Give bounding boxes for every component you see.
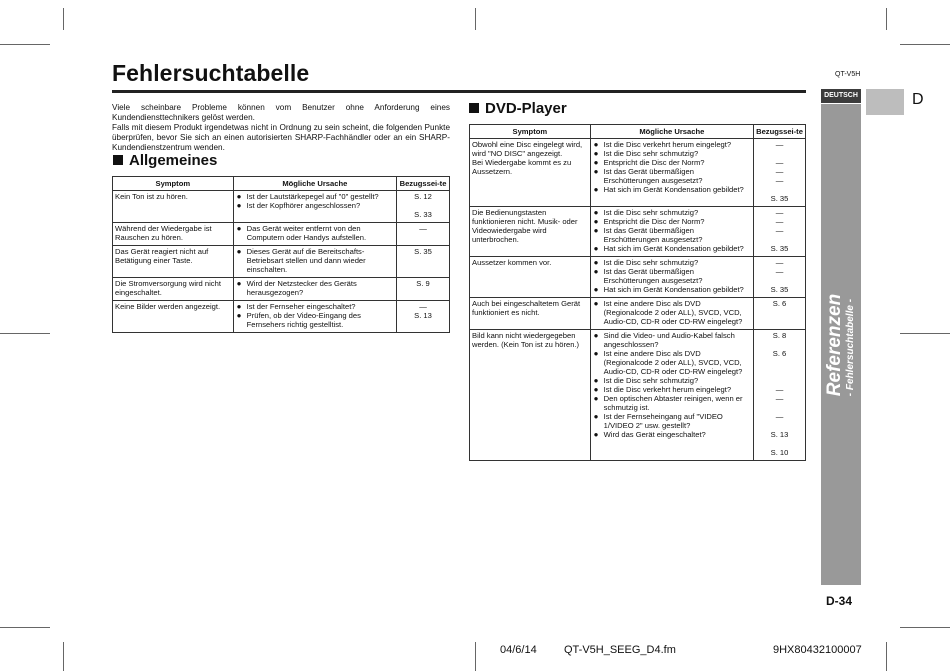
table-header-row <box>470 125 806 139</box>
bullet-icon: ● <box>593 140 599 149</box>
reference-cell <box>754 207 806 257</box>
bullet-icon: ● <box>593 149 599 158</box>
bullet-icon: ● <box>593 349 599 358</box>
cause-cell <box>590 207 753 257</box>
table-row <box>470 257 806 298</box>
crop-mark <box>475 642 476 671</box>
cause-text: Ist der Fernseher eingeschaltet? <box>246 302 356 311</box>
letter-tab: D <box>912 91 924 108</box>
bullet-icon: ● <box>593 394 599 403</box>
reference-value <box>756 149 803 158</box>
reference-value <box>756 276 803 285</box>
reference-value: — <box>775 267 784 276</box>
cause-item <box>593 158 751 167</box>
crop-mark <box>63 642 64 671</box>
cause-cell <box>233 246 396 278</box>
language-tab: DEUTSCH <box>821 89 861 103</box>
reference-value: — <box>775 167 784 176</box>
section-heading-text: DVD-Player <box>485 100 567 117</box>
cause-item <box>593 349 751 376</box>
section-heading-dvd-player <box>469 100 567 117</box>
cause-text: Hat sich im Gerät Kondensation gebildet? <box>603 244 744 253</box>
cause-text: Ist eine andere Disc als DVD (Regionalcode 2 oder ALL), SVCD, VCD, Audio-CD, CD-R oder CD-RW eingelegt? <box>603 299 743 326</box>
bullet-icon: ● <box>236 311 242 320</box>
cause-text: Ist die Disc verkehrt herum eingelegt? <box>603 385 732 394</box>
crop-mark <box>886 8 887 30</box>
reference-cell <box>754 139 806 207</box>
crop-mark <box>900 333 950 334</box>
cause-text: Ist die Disc sehr schmutzig? <box>603 376 699 385</box>
cause-item <box>593 140 751 149</box>
table-row <box>113 223 450 246</box>
cause-item <box>593 258 751 267</box>
crop-mark <box>900 627 950 628</box>
cause-item <box>593 185 751 194</box>
column-header-cause: Mögliche Ursache <box>590 125 753 139</box>
reference-value <box>756 340 803 349</box>
cause-text: Ist die Disc sehr schmutzig? <box>603 149 699 158</box>
bullet-icon: ● <box>593 412 599 421</box>
reference-value: — <box>775 217 784 226</box>
bullet-icon: ● <box>236 201 242 210</box>
cause-cell <box>233 223 396 246</box>
cause-list <box>236 224 394 242</box>
square-bullet-icon <box>113 155 123 165</box>
reference-cell <box>397 223 450 246</box>
square-bullet-icon <box>469 103 479 113</box>
cause-list <box>593 140 751 194</box>
footer-code: 9HX80432100007 <box>773 644 862 656</box>
reference-cell <box>397 191 450 223</box>
bullet-icon: ● <box>593 244 599 253</box>
reference-cell <box>754 298 806 330</box>
cause-item <box>593 331 751 349</box>
reference-value: S. 35 <box>770 244 789 253</box>
cause-text: Hat sich im Gerät Kondensation gebildet? <box>603 185 744 194</box>
intro-paragraph: Falls mit diesem Produkt irgendetwas nicht in Ordnung zu sein scheint, die folgenden Punkte überprüfen, bevor Sie sich an einen autorisierten SHARP-Fachhändler oder an ein SHARP-Kundendienstzentrum wenden. <box>112 123 450 152</box>
dvd-player-table <box>469 124 806 461</box>
cause-cell <box>233 278 396 301</box>
bullet-icon: ● <box>593 258 599 267</box>
bullet-icon: ● <box>236 302 242 311</box>
cause-item <box>593 149 751 158</box>
bullet-icon: ● <box>236 224 242 233</box>
section-heading-text: Allgemeines <box>129 152 218 169</box>
cause-cell <box>233 191 396 223</box>
cause-item <box>593 299 751 326</box>
allgemeines-table <box>112 176 450 333</box>
symptom-cell: Bild kann nicht wiedergegeben werden. (Kein Ton ist zu hören.) <box>470 330 591 461</box>
cause-cell <box>590 139 753 207</box>
cause-item <box>236 302 394 311</box>
reference-value <box>756 403 803 412</box>
cause-item <box>236 192 394 201</box>
cause-list <box>236 302 394 329</box>
bullet-icon: ● <box>593 299 599 308</box>
crop-mark <box>886 642 887 671</box>
cause-text: Ist das Gerät übermäßigen Erschütterungen ausgesetzt? <box>603 267 703 285</box>
bullet-icon: ● <box>593 267 599 276</box>
cause-list <box>236 192 394 210</box>
reference-value <box>756 358 803 367</box>
reference-value: S. 12 <box>414 192 432 201</box>
bullet-icon: ● <box>236 247 242 256</box>
reference-value: — <box>775 394 784 403</box>
cause-text: Prüfen, ob der Video-Eingang des Fernsehers richtig gestelltist. <box>246 311 361 329</box>
symptom-cell: Kein Ton ist zu hören. <box>113 191 234 223</box>
cause-list <box>236 247 394 274</box>
column-header-symptom: Symptom <box>113 177 234 191</box>
intro-text <box>112 103 450 153</box>
cause-text: Wird der Netzstecker des Geräts herausgezogen? <box>246 279 357 297</box>
cause-text: Ist eine andere Disc als DVD (Regionalcode 2 oder ALL), SVCD, VCD, Audio-CD, CD-R oder CD-RW eingelegt? <box>603 349 743 376</box>
page-title: Fehlersuchtabelle <box>112 60 310 86</box>
table-row <box>470 207 806 257</box>
reference-cell <box>397 301 450 333</box>
bullet-icon: ● <box>593 331 599 340</box>
reference-value: S. 35 <box>414 247 432 256</box>
model-label: QT-V5H <box>835 71 861 78</box>
cause-text: Dieses Gerät auf die Bereitschafts-Betriebsart stellen und dann wieder einschalten. <box>246 247 366 274</box>
bullet-icon: ● <box>593 208 599 217</box>
footer-file: QT-V5H_SEEG_D4.fm <box>564 644 676 656</box>
cause-item <box>236 247 394 274</box>
bullet-icon: ● <box>593 226 599 235</box>
bullet-icon: ● <box>593 217 599 226</box>
reference-value: — <box>775 208 784 217</box>
symptom-cell: Auch bei eingeschaltetem Gerät funktioniert es nicht. <box>470 298 591 330</box>
reference-cell <box>397 278 450 301</box>
reference-value <box>756 367 803 376</box>
cause-item <box>593 244 751 253</box>
bullet-icon: ● <box>593 285 599 294</box>
reference-value: S. 10 <box>770 448 789 457</box>
reference-value: — <box>419 302 427 311</box>
cause-list <box>593 331 751 439</box>
cause-item <box>593 226 751 244</box>
footer-date: 04/6/14 <box>500 644 537 656</box>
cause-list <box>236 279 394 297</box>
side-title: Referenzen <box>824 293 845 397</box>
table-row <box>470 139 806 207</box>
column-header-cause: Mögliche Ursache <box>233 177 396 191</box>
table-row <box>113 191 450 223</box>
reference-value: S. 6 <box>772 299 787 308</box>
reference-value: S. 9 <box>416 279 430 288</box>
crop-mark <box>0 44 50 45</box>
reference-value: — <box>775 258 784 267</box>
cause-item <box>593 430 751 439</box>
section-heading-allgemeines <box>113 152 217 169</box>
cause-item <box>593 376 751 385</box>
cause-text: Ist die Disc verkehrt herum eingelegt? <box>603 140 732 149</box>
cause-item <box>593 167 751 185</box>
bullet-icon: ● <box>593 185 599 194</box>
cause-item <box>593 412 751 430</box>
column-header-symptom: Symptom <box>470 125 591 139</box>
symptom-cell: Die Stromversorgung wird nicht eingeschaltet. <box>113 278 234 301</box>
table-row <box>113 246 450 278</box>
cause-text: Ist der Lautstärkepegel auf "0" gestellt? <box>246 192 379 201</box>
symptom-cell: Obwohl eine Disc eingelegt wird, wird "NO DISC" angezeigt. Bei Wiedergabe kommt es zu Aussetzern. <box>470 139 591 207</box>
cause-text: Sind die Video- und Audio-Kabel falsch angeschlossen? <box>603 331 735 349</box>
table-row <box>113 278 450 301</box>
page-number: D-34 <box>826 594 853 608</box>
cause-item <box>593 208 751 217</box>
cause-text: Hat sich im Gerät Kondensation gebildet? <box>603 285 744 294</box>
cause-item <box>236 279 394 297</box>
reference-value: — <box>775 226 784 235</box>
reference-cell <box>397 246 450 278</box>
title-rule <box>112 90 806 93</box>
cause-item <box>593 394 751 412</box>
cause-text: Entspricht die Disc der Norm? <box>603 158 705 167</box>
reference-value: — <box>419 224 427 233</box>
reference-value: S. 33 <box>414 210 432 219</box>
column-header-reference: Bezugssei-te <box>397 177 450 191</box>
reference-value <box>756 185 803 194</box>
reference-value: S. 8 <box>772 331 787 340</box>
reference-cell <box>754 330 806 461</box>
column-header-reference: Bezugssei-te <box>754 125 806 139</box>
reference-value <box>756 235 803 244</box>
symptom-cell: Aussetzer kommen vor. <box>470 257 591 298</box>
table-header-row <box>113 177 450 191</box>
bullet-icon: ● <box>593 376 599 385</box>
reference-value: S. 6 <box>772 349 787 358</box>
side-subtitle: - Fehlersuchtabelle - <box>845 298 856 397</box>
cause-list <box>593 299 751 326</box>
cause-item <box>236 311 394 329</box>
cause-item <box>593 285 751 294</box>
crop-mark <box>0 333 50 334</box>
bullet-icon: ● <box>593 385 599 394</box>
cause-item <box>236 224 394 242</box>
reference-value: S. 35 <box>770 285 789 294</box>
cause-text: Ist der Fernseheingang auf "VIDEO 1/VIDEO 2" usw. gestellt? <box>603 412 723 430</box>
cause-text: Den optischen Abtaster reinigen, wenn er schmutzig ist. <box>603 394 743 412</box>
cause-text: Ist der Kopfhörer angeschlossen? <box>246 201 361 210</box>
cause-cell <box>590 330 753 461</box>
letter-tab-box <box>866 89 904 115</box>
cause-text: Ist das Gerät übermäßigen Erschütterungen ausgesetzt? <box>603 167 703 185</box>
cause-item <box>593 217 751 226</box>
reference-cell <box>754 257 806 298</box>
cause-cell <box>233 301 396 333</box>
reference-value: — <box>775 140 784 149</box>
cause-cell <box>590 298 753 330</box>
reference-value: S. 13 <box>770 430 789 439</box>
symptom-cell: Während der Wiedergabe ist Rauschen zu hören. <box>113 223 234 246</box>
cause-list <box>593 208 751 253</box>
cause-item <box>236 201 394 210</box>
side-title-block <box>825 294 857 396</box>
reference-value: — <box>775 176 784 185</box>
reference-value: S. 13 <box>414 311 432 320</box>
cause-item <box>593 267 751 285</box>
crop-mark <box>900 44 950 45</box>
reference-value <box>399 201 447 210</box>
cause-text: Wird das Gerät eingeschaltet? <box>603 430 706 439</box>
symptom-cell: Keine Bilder werden angezeigt. <box>113 301 234 333</box>
cause-list <box>593 258 751 294</box>
cause-text: Das Gerät weiter entfernt von den Computern oder Handys aufstellen. <box>246 224 367 242</box>
cause-text: Ist die Disc sehr schmutzig? <box>603 208 699 217</box>
bullet-icon: ● <box>593 430 599 439</box>
bullet-icon: ● <box>236 279 242 288</box>
cause-item <box>593 385 751 394</box>
reference-value: — <box>775 412 784 421</box>
reference-value <box>756 439 803 448</box>
cause-text: Ist die Disc sehr schmutzig? <box>603 258 699 267</box>
crop-mark <box>63 8 64 30</box>
reference-value <box>756 421 803 430</box>
intro-paragraph: Viele scheinbare Probleme können vom Benutzer ohne Anforderung eines Kundendiensttechnikers gelöst werden. <box>112 103 450 122</box>
symptom-cell: Das Gerät reagiert nicht auf Betätigung einer Taste. <box>113 246 234 278</box>
cause-text: Entspricht die Disc der Norm? <box>603 217 705 226</box>
bullet-icon: ● <box>593 158 599 167</box>
bullet-icon: ● <box>236 192 242 201</box>
bullet-icon: ● <box>593 167 599 176</box>
symptom-cell: Die Bedienungstasten funktionieren nicht. Musik- oder Videowiedergabe wird unterbrochen. <box>470 207 591 257</box>
reference-value <box>756 376 803 385</box>
crop-mark <box>0 627 50 628</box>
crop-mark <box>475 8 476 30</box>
table-row <box>113 301 450 333</box>
cause-cell <box>590 257 753 298</box>
table-row <box>470 330 806 461</box>
reference-value: — <box>775 385 784 394</box>
cause-text: Ist das Gerät übermäßigen Erschütterungen ausgesetzt? <box>603 226 703 244</box>
reference-value: S. 35 <box>770 194 789 203</box>
reference-value: — <box>775 158 784 167</box>
table-row <box>470 298 806 330</box>
